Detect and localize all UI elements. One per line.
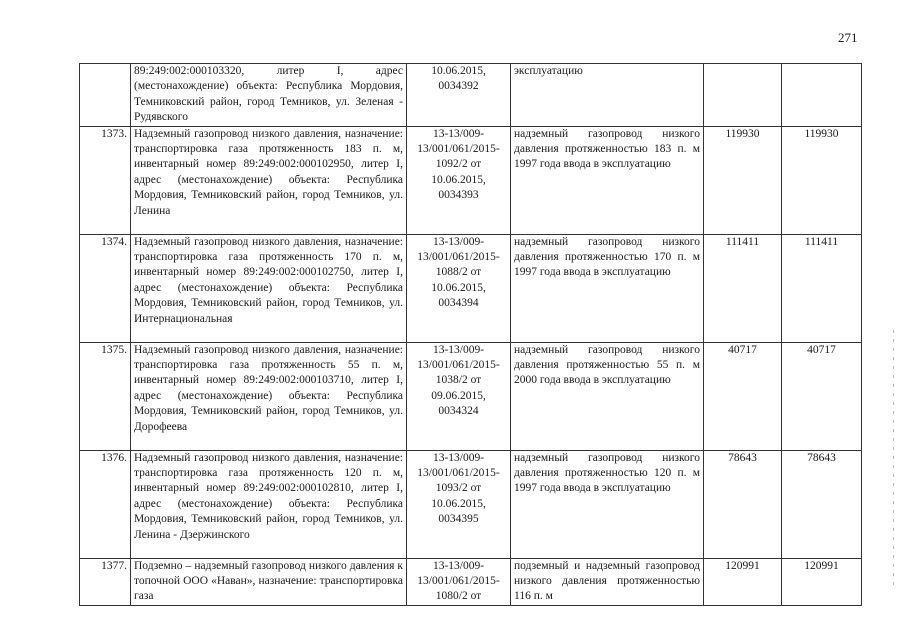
object-description: Надземный газопровод низкого давления, назначение: транспортировка газа протяженность 183 п. м, инвентарный номер 89:249:002:000102950, литер I, адрес (местонахождение) объекта: Республика Мордовия, Темниковский район, город Темников, ул. Ленина (131, 126, 407, 234)
object-characteristics: надземный газопровод низкого давления протяженностью 183 п. м 1997 года ввода в эксплуатацию (511, 126, 704, 234)
object-characteristics: надземный газопровод низкого давления протяженностью 120 п. м 1997 года ввода в эксплуатацию (511, 450, 704, 558)
row-number: 1375. (80, 342, 131, 450)
value-cell: 78643 (782, 450, 862, 558)
value-cell: 111411 (704, 234, 782, 342)
value-cell: 40717 (704, 342, 782, 450)
object-description: Надземный газопровод низкого давления, назначение: транспортировка газа протяженность 55 п. м, инвентарный номер 89:249:002:000103710, литер I, адрес (местонахождение) объекта: Республика Мордовия, Темниковский район, город Темников, ул. Дорофеева (131, 342, 407, 450)
property-registry-table (79, 63, 862, 606)
object-description: Подземно – надземный газопровод низкого давления к топочной ООО «Наван», назначение: транспортировка газа (131, 558, 407, 605)
registration-record: 13-13/009-13/001/061/2015-1038/2 от 09.06.2015, 0034324 (407, 342, 511, 450)
scan-edge-mark (893, 330, 894, 590)
row-number: 1377. (80, 558, 131, 605)
table-row (80, 342, 862, 450)
value-cell: 119930 (704, 126, 782, 234)
value-cell: 40717 (782, 342, 862, 450)
value-cell: 111411 (782, 234, 862, 342)
row-number: 1374. (80, 234, 131, 342)
row-number: 1373. (80, 126, 131, 234)
value-cell: 78643 (704, 450, 782, 558)
object-characteristics: надземный газопровод низкого давления протяженностью 55 п. м 2000 года ввода в эксплуатацию (511, 342, 704, 450)
object-description: 89:249:002:000103320, литер I, адрес (местонахождение) объекта: Республика Мордовия, Темниковский район, город Темников, ул. Зеленая - Рудявского (131, 64, 407, 127)
registration-record: 10.06.2015, 0034392 (407, 64, 511, 127)
table-row (80, 64, 862, 127)
value-cell: 120991 (782, 558, 862, 605)
table-row (80, 558, 862, 605)
page-number: 271 (838, 30, 858, 45)
registration-record: 13-13/009-13/001/061/2015-1080/2 от (407, 558, 511, 605)
registration-record: 13-13/009-13/001/061/2015-1088/2 от 10.06.2015, 0034394 (407, 234, 511, 342)
value-cell (782, 64, 862, 127)
object-description: Надземный газопровод низкого давления, назначение: транспортировка газа протяженность 170 п. м, инвентарный номер 89:249:002:000102750, литер I, адрес (местонахождение) объекта: Республика Мордовия, Темниковский район, город Темников, ул. Интернациональная (131, 234, 407, 342)
table-row (80, 450, 862, 558)
object-characteristics: надземный газопровод низкого давления протяженностью 170 п. м 1997 года ввода в эксплуатацию (511, 234, 704, 342)
registration-record: 13-13/009-13/001/061/2015-1093/2 от 10.06.2015, 0034395 (407, 450, 511, 558)
value-cell: 120991 (704, 558, 782, 605)
registration-record: 13-13/009-13/001/061/2015-1092/2 от 10.06.2015, 0034393 (407, 126, 511, 234)
object-characteristics: подземный и надземный газопровод низкого давления протяженностью 116 п. м (511, 558, 704, 605)
row-number (80, 64, 131, 127)
row-number: 1376. (80, 450, 131, 558)
table-row (80, 126, 862, 234)
object-description: Надземный газопровод низкого давления, назначение: транспортировка газа протяженность 120 п. м, инвентарный номер 89:249:002:000102810, литер I, адрес (местонахождение) объекта: Республика Мордовия, Темниковский район, город Темников, ул. Ленина - Дзержинского (131, 450, 407, 558)
table-row (80, 234, 862, 342)
value-cell: 119930 (782, 126, 862, 234)
value-cell (704, 64, 782, 127)
object-characteristics: эксплуатацию (511, 64, 704, 127)
